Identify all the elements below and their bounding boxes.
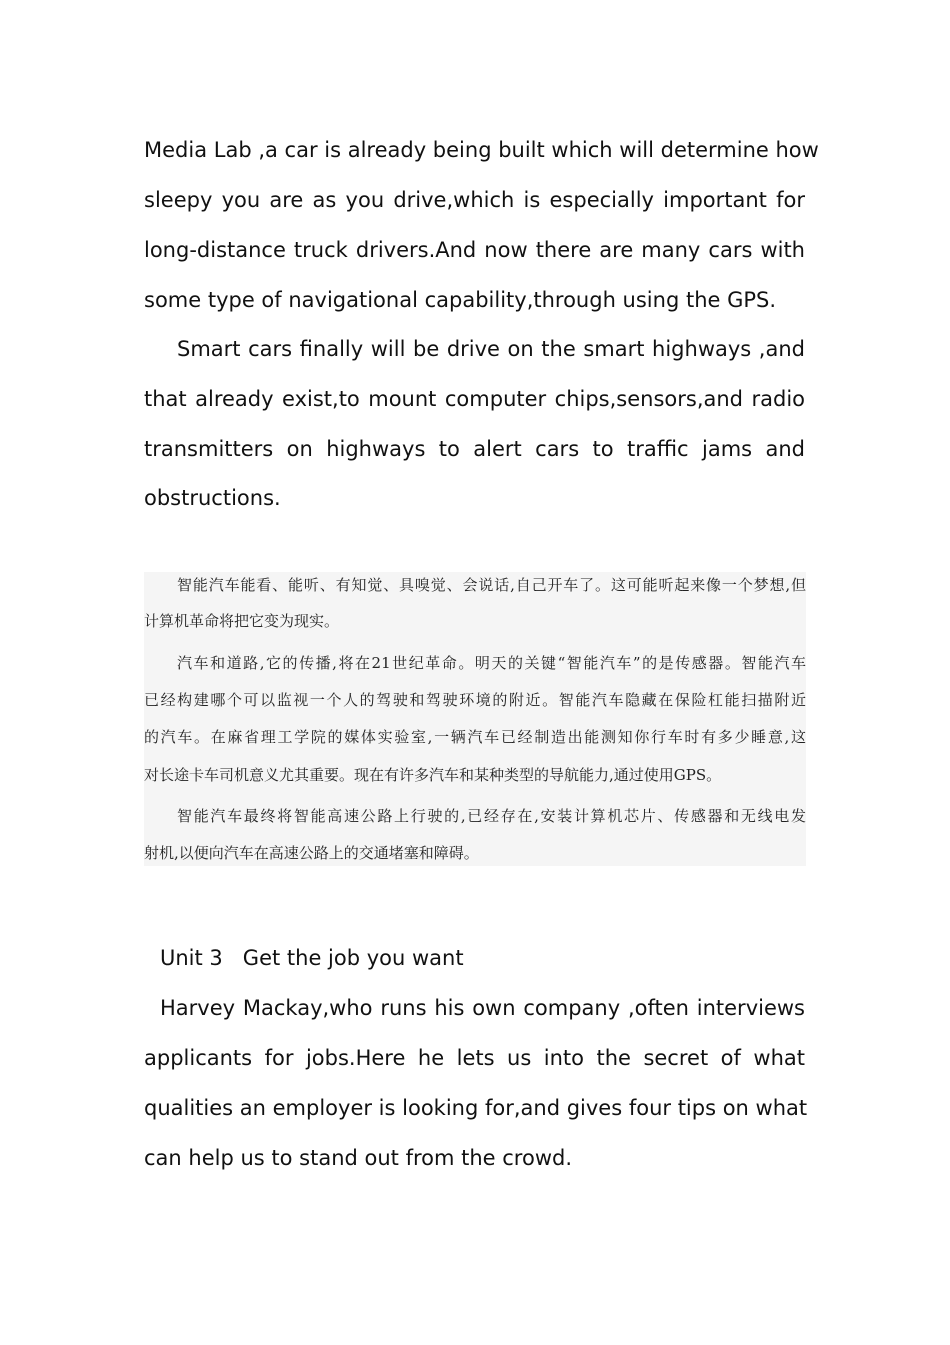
translation-p3-line-1: 智能汽车最终将智能高速公路上行驶的,已经存在,安装计算机芯片、传感器和无线电发: [177, 807, 806, 825]
paragraph-2-line-4: obstructions.: [144, 486, 281, 510]
translation-p2-line-3: 的汽车。在麻省理工学院的媒体实验室,一辆汽车已经制造出能测知你行车时有多少睡意,这: [144, 728, 806, 746]
paragraph-1-line-3: long-distance truck drivers.And now there are many cars with: [144, 238, 805, 262]
paragraph-1-line-1: Media Lab ,a car is already being built which will determine how: [144, 138, 819, 162]
unit-heading: Unit 3 Get the job you want: [160, 946, 464, 970]
translation-p3-line-2: 射机,以便向汽车在高速公路上的交通堵塞和障碍。: [144, 844, 479, 862]
unit-paragraph-line-3: qualities an employer is looking for,and gives four tips on what: [144, 1096, 808, 1120]
unit-paragraph-line-1: Harvey Mackay,who runs his own company ,often interviews: [160, 996, 805, 1020]
translation-p1-line-2: 计算机革命将把它变为现实。: [144, 612, 340, 630]
paragraph-1-line-4: some type of navigational capability,through using the GPS.: [144, 288, 777, 312]
translation-p2-line-1: 汽车和道路,它的传播,将在21世纪革命。明天的关键“智能汽车”的是传感器。智能汽车: [177, 654, 806, 672]
translation-p2-line-2: 已经构建哪个可以监视一个人的驾驶和驾驶环境的附近。智能汽车隐藏在保险杠能扫描附近: [144, 691, 806, 709]
unit-paragraph-line-4: can help us to stand out from the crowd.: [144, 1146, 573, 1170]
paragraph-2-line-1: Smart cars finally will be drive on the smart highways ,and: [177, 337, 805, 361]
translation-p2-line-4: 对长途卡车司机意义尤其重要。现在有许多汽车和某种类型的导航能力,通过使用GPS。: [144, 766, 722, 784]
translation-block: [144, 572, 806, 866]
translation-p1-line-1: 智能汽车能看、能听、有知觉、具嗅觉、会说话,自己开车了。这可能听起来像一个梦想,但: [177, 576, 806, 594]
paragraph-1-line-2: sleepy you are as you drive,which is especially important for: [144, 188, 805, 212]
paragraph-2-line-2: that already exist,to mount computer chips,sensors,and radio: [144, 387, 805, 411]
paragraph-2-line-3: transmitters on highways to alert cars to traffic jams and: [144, 437, 805, 461]
unit-paragraph-line-2: applicants for jobs.Here he lets us into the secret of what: [144, 1046, 805, 1070]
